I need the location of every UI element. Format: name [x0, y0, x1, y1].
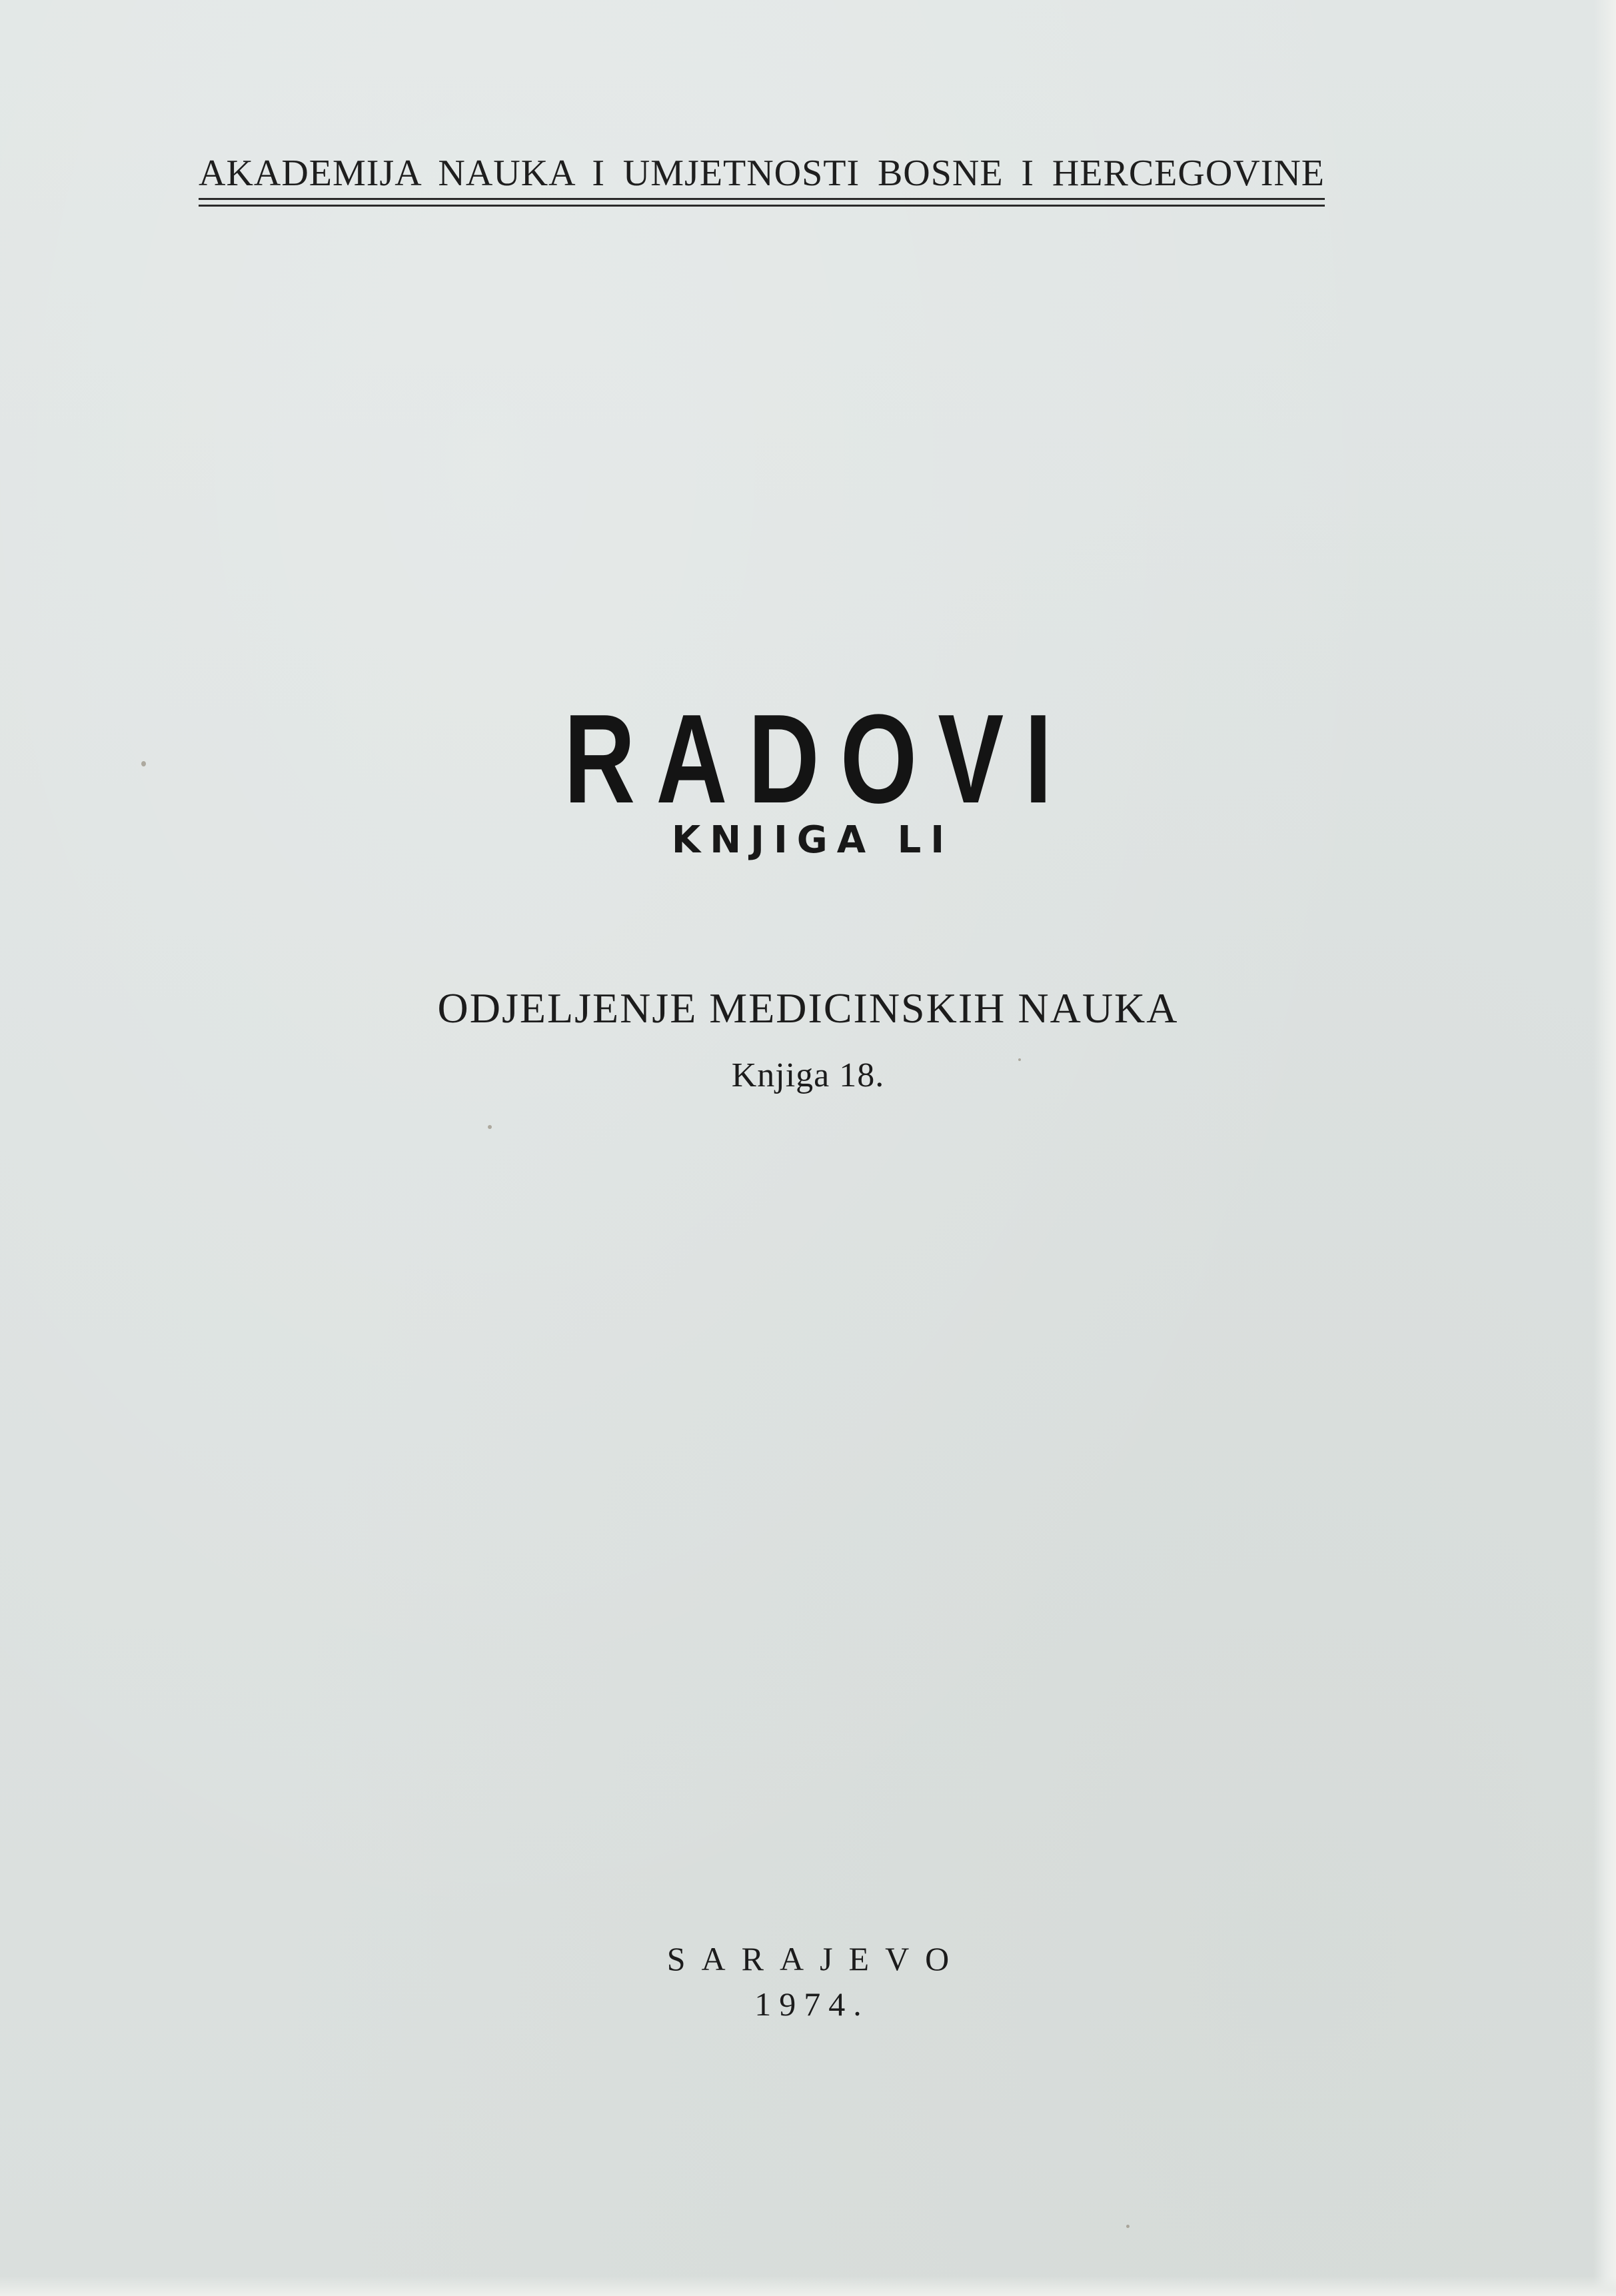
publication-year: 1974.: [754, 1985, 870, 2023]
cover-bottom-edge: [0, 2276, 1616, 2296]
publication-city: SARAJEVO: [666, 1940, 966, 1977]
publisher-name: AKADEMIJA NAUKA I UMJETNOSTI BOSNE I HERCEGOVINE: [199, 153, 1325, 194]
paper-speck: [1126, 2225, 1130, 2228]
paper-speck: [141, 761, 146, 766]
header-rule-bottom: [199, 205, 1325, 207]
department-volume: Knjiga 18.: [731, 1056, 885, 1094]
volume-number: KNJIGA LI: [671, 818, 954, 862]
paper-speck: [488, 1125, 492, 1129]
series-title: RADOVI: [564, 688, 1073, 830]
department-name: ODJELJENJE MEDICINSKIH NAUKA: [437, 984, 1179, 1032]
paper-speck: [1018, 1058, 1021, 1061]
header-rule-top: [199, 198, 1325, 200]
